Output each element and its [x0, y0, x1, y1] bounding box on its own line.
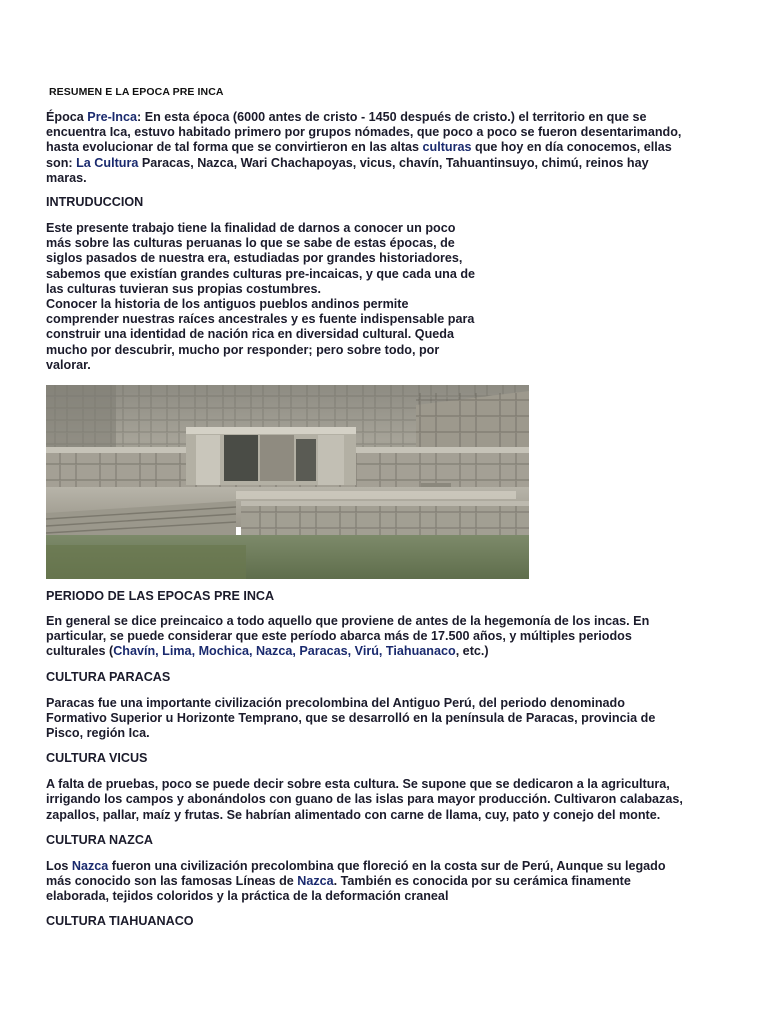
- vicus-paragraph: A falta de pruebas, poco se puede decir sobre esta cultura. Se supone que se dedicaron a la agricultura, irrigando los campos y abonándolos con guano de las islas para mayor producción. Cultivaron calabazas, zapallos, pallar, maíz y frutas. Se habrían alimentado con carne de llama, cuy, pato y conejo del monte.: [46, 777, 683, 822]
- epoca-lead: Época: [46, 110, 88, 124]
- document-title: RESUMEN E LA EPOCA PRE INCA: [49, 86, 224, 98]
- pre-inca-link[interactable]: Pre-Inca: [87, 110, 137, 124]
- paracas-heading: CULTURA PARACAS: [46, 669, 171, 684]
- intro-heading: INTRUDUCCION: [46, 195, 144, 210]
- nazca-text-c: . También es conocida por su cerámica finamente elaborada, tejidos coloridos y la práctica de la deformación craneal: [46, 874, 631, 904]
- vicus-heading: CULTURA VICUS: [46, 751, 148, 766]
- nazca-link-1[interactable]: Nazca: [71, 858, 109, 873]
- periodo-text-b: , etc.): [455, 644, 489, 659]
- intro-paragraph-1: Este presente trabajo tiene la finalidad de darnos a conocer un poco más sobre las culturas peruanas lo que se sabe de estas épocas, de siglos pasados de nuestra era, estudiadas por grandes historiadores, sabemos que existían grandes culturas pre-incaicas, y que cada una de las culturas tuvieran sus propias costumbres.: [46, 221, 476, 296]
- periodo-heading: PERIODO DE LAS EPOCAS PRE INCA: [46, 589, 275, 604]
- ruins-photo: [46, 385, 529, 579]
- culturas-link[interactable]: culturas: [422, 140, 472, 155]
- nazca-paragraph: [46, 859, 686, 905]
- ruins-photo-drawing: [46, 385, 529, 579]
- nazca-heading: CULTURA NAZCA: [46, 832, 154, 847]
- la-cultura-link[interactable]: La Cultura: [76, 155, 139, 170]
- tiahuanaco-heading: CULTURA TIAHUANACO: [46, 914, 194, 929]
- periodo-culturas-links[interactable]: Chavín, Lima, Mochica, Nazca, Paracas, Virú, Tiahuanaco: [113, 644, 456, 659]
- intro-paragraph-2: Conocer la historia de los antiguos pueblos andinos permite comprender nuestras raíces ancestrales y es fuente indispensable para construir una identidad de nación rica en diversidad cultural. Queda mucho por descubrir, mucho por responder; pero sobre todo, por valorar.: [46, 297, 475, 372]
- nazca-text-a: Los: [46, 858, 72, 873]
- document-page: [46, 86, 686, 929]
- epoca-paragraph: [46, 110, 686, 186]
- epoca-text: : En esta época (6000 antes de cristo - 1450 después de cristo.) el territorio en que se encuentra Ica, estuvo habitado primero por grupos nómades, que poco a poco se fueron desentarimando, hasta evolucionar de tal forma que se convirtieron en las altas: [46, 110, 682, 155]
- periodo-text-a: En general se dice preincaico a todo aquello que proviene de antes de la hegemonía de los incas. En particular, se puede considerar que este período abarca más de 17.500 años, y múltiples periodos culturales (: [46, 614, 650, 659]
- nazca-link-2[interactable]: Nazca: [297, 874, 334, 889]
- epoca-mid: que hoy en día conocemos, ellas son:: [46, 140, 672, 170]
- periodo-paragraph: [46, 614, 686, 660]
- epoca-tail: Paracas, Nazca, Wari Chachapoyas, vicus, chavín, Tahuantinsuyo, chimú, reinos hay maras.: [46, 155, 649, 185]
- nazca-text-b: fueron una civilización precolombina que floreció en la costa sur de Perú, Aunque su legado más conocido son las famosas Líneas de: [46, 858, 666, 889]
- paracas-paragraph: Paracas fue una importante civilización precolombina del Antiguo Perú, del periodo denominado Formativo Superior u Horizonte Temprano, que se desarrolló en la península de Paracas, provincia de Pisco, región Ica.: [46, 695, 656, 741]
